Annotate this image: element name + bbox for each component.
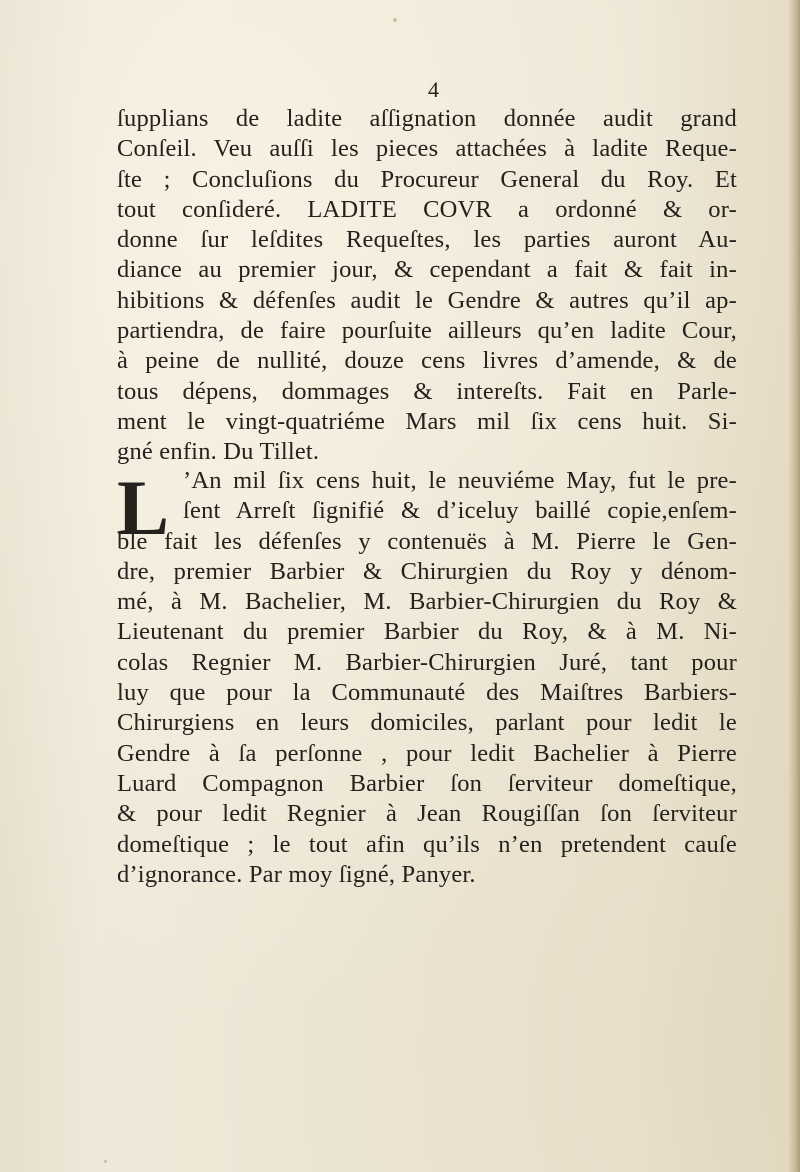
text-line: luy que pour la Communauté des Maiſtres Barbiers- [117, 679, 737, 707]
text-line: ſte ; Concluſions du Procureur General du Roy. Et [117, 165, 737, 193]
drop-cap: L [117, 464, 170, 551]
text-line: domeſtique ; le tout afin qu’ils n’en pretendent cauſe [117, 830, 737, 858]
text-line: d’ignorance. Par moy ſigné, Panyer. [117, 860, 476, 888]
page-edge-shadow [788, 0, 800, 1172]
text-line: gné enfin. Du Tillet. [117, 438, 320, 466]
text-line: & pour ledit Regnier à Jean Rougiſſan ſon ſerviteur [117, 800, 737, 828]
paragraph-1 [117, 104, 737, 468]
text-line: diance au premier jour, & cependant a fait & fait in- [117, 256, 737, 284]
text-line: ſent Arreſt ſignifié & d’iceluy baillé copie,enſem- [183, 497, 737, 525]
text-line: ble fait les défenſes y contenuës à M. Pierre le Gen- [117, 527, 737, 555]
text-line: ſupplians de ladite aſſignation donnée audit grand [117, 105, 737, 132]
paragraph-2 [117, 466, 737, 890]
text-line: tous dépens, dommages & intereſts. Fait en Parle- [117, 377, 737, 405]
paper-speck [104, 1160, 107, 1163]
text-line: colas Regnier M. Barbier-Chirurgien Juré, tant pour [117, 648, 737, 676]
text-line: hibitions & défenſes audit le Gendre & autres qu’il ap- [117, 286, 737, 314]
text-line: partiendra, de faire pourſuite ailleurs qu’en ladite Cour, [117, 317, 737, 345]
text-line: Conſeil. Veu auſſi les pieces attachées à ladite Reque- [117, 135, 737, 163]
text-line: Lieutenant du premier Barbier du Roy, & à M. Ni- [117, 618, 737, 646]
text-line: Gendre à ſa perſonne , pour ledit Bachelier à Pierre [117, 739, 737, 767]
text-line: ’An mil ſix cens huit, le neuviéme May, fut le pre- [183, 467, 737, 494]
text-line: mé, à M. Bachelier, M. Barbier-Chirurgien du Roy & [117, 588, 737, 616]
paper-speck [393, 18, 397, 22]
text-line: dre, premier Barbier & Chirurgien du Roy y dénom- [117, 557, 737, 585]
text-line: Chirurgiens en leurs domiciles, parlant pour ledit le [117, 709, 737, 737]
text-line: ment le vingt-quatriéme Mars mil ſix cens huit. Si- [117, 407, 737, 435]
text-line: donne ſur leſdites Requeſtes, les parties auront Au- [117, 226, 737, 254]
text-line: tout conſideré. LADITE COVR a ordonné & or- [117, 195, 737, 223]
text-line: à peine de nullité, douze cens livres d’amende, & de [117, 347, 737, 375]
page-number: 4 [428, 77, 439, 102]
text-line: Luard Compagnon Barbier ſon ſerviteur domeſtique, [117, 769, 737, 797]
